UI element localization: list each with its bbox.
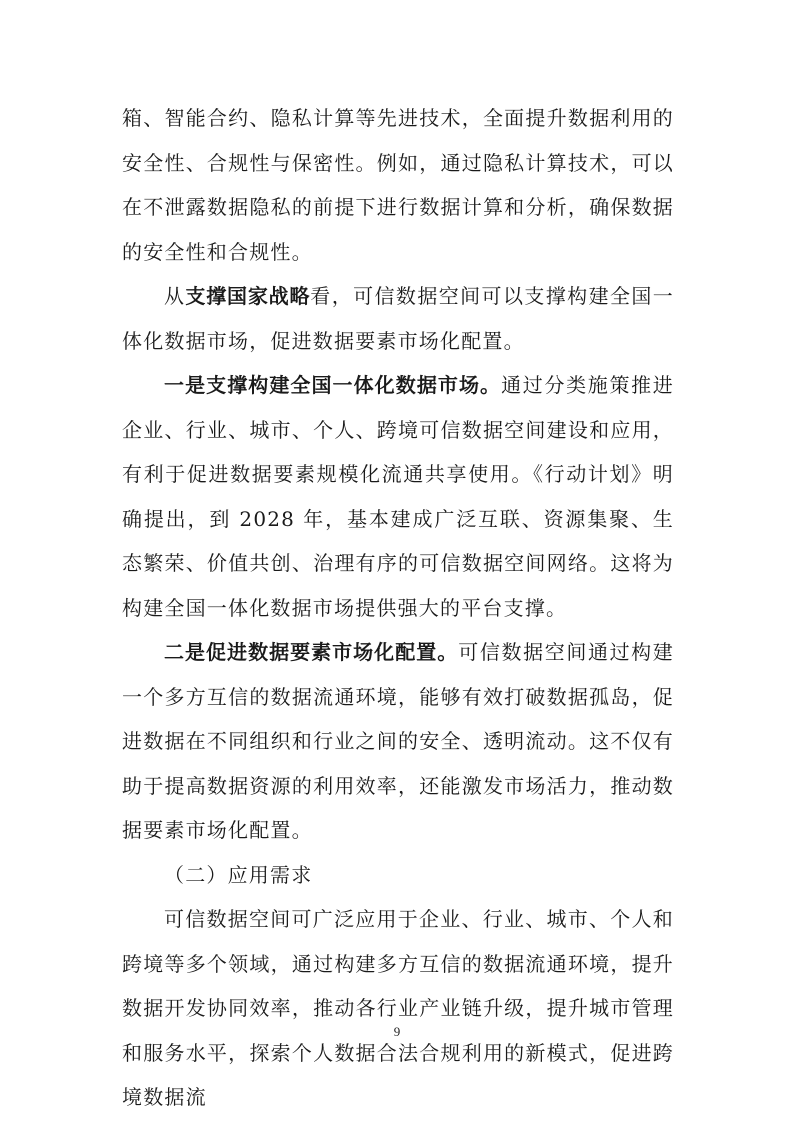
section-heading-application-needs: （二）应用需求 xyxy=(164,862,313,887)
paragraph-text: 可信数据空间通过构建一个多方互信的数据流通环境，能够有效打破数据孤岛，促进数据在不同组织和行业之间的安全、透明流动。这不仅有助于提高数据资源的利用效率，还能激发市场活力，推动数据要素市场化配置。 xyxy=(122,640,675,842)
page-number: 9 xyxy=(393,1024,401,1039)
paragraph-prefix: 从 xyxy=(164,284,186,308)
paragraph-privacy-tech xyxy=(122,96,674,274)
emphasis-unified-market: 一是支撑构建全国一体化数据市场。 xyxy=(164,373,502,397)
paragraph-unified-market xyxy=(122,363,674,630)
document-body xyxy=(122,96,674,1120)
paragraph-text: 看，可信数据空间可以支撑构建全国一体化数据市场，促进数据要素市场化配置。 xyxy=(122,284,675,353)
paragraph-national-strategy xyxy=(122,274,674,363)
emphasis-market-allocation: 二是促进数据要素市场化配置。 xyxy=(164,640,459,664)
paragraph-text: 可信数据空间可广泛应用于企业、行业、城市、个人和跨境等多个领域，通过构建多方互信的数据流通环境，提升数据开发协同效率，推动各行业产业链升级，提升城市管理和服务水平，探索个人数据合法合规利用的新模式，促进跨境数据流 xyxy=(122,907,674,1109)
paragraph-text: 箱、智能合约、隐私计算等先进技术，全面提升数据利用的安全性、合规性与保密性。例如，通过隐私计算技术，可以在不泄露数据隐私的前提下进行数据计算和分析，确保数据的安全性和合规性。 xyxy=(122,106,674,264)
paragraph-application-domains xyxy=(122,897,674,1120)
emphasis-national-strategy: 支撑国家战略 xyxy=(185,284,311,308)
paragraph-text: 通过分类施策推进企业、行业、城市、个人、跨境可信数据空间建设和应用，有利于促进数据要素规模化流通共享使用。《行动计划》明确提出，到 2028 年，基本建成广泛互联、资源集聚、生态繁荣、价值共创、治理有序的可信数据空间网络。这将为构建全国一体化数据市场提供强大的平台支撑。 xyxy=(122,373,674,620)
paragraph-market-allocation xyxy=(122,630,674,853)
